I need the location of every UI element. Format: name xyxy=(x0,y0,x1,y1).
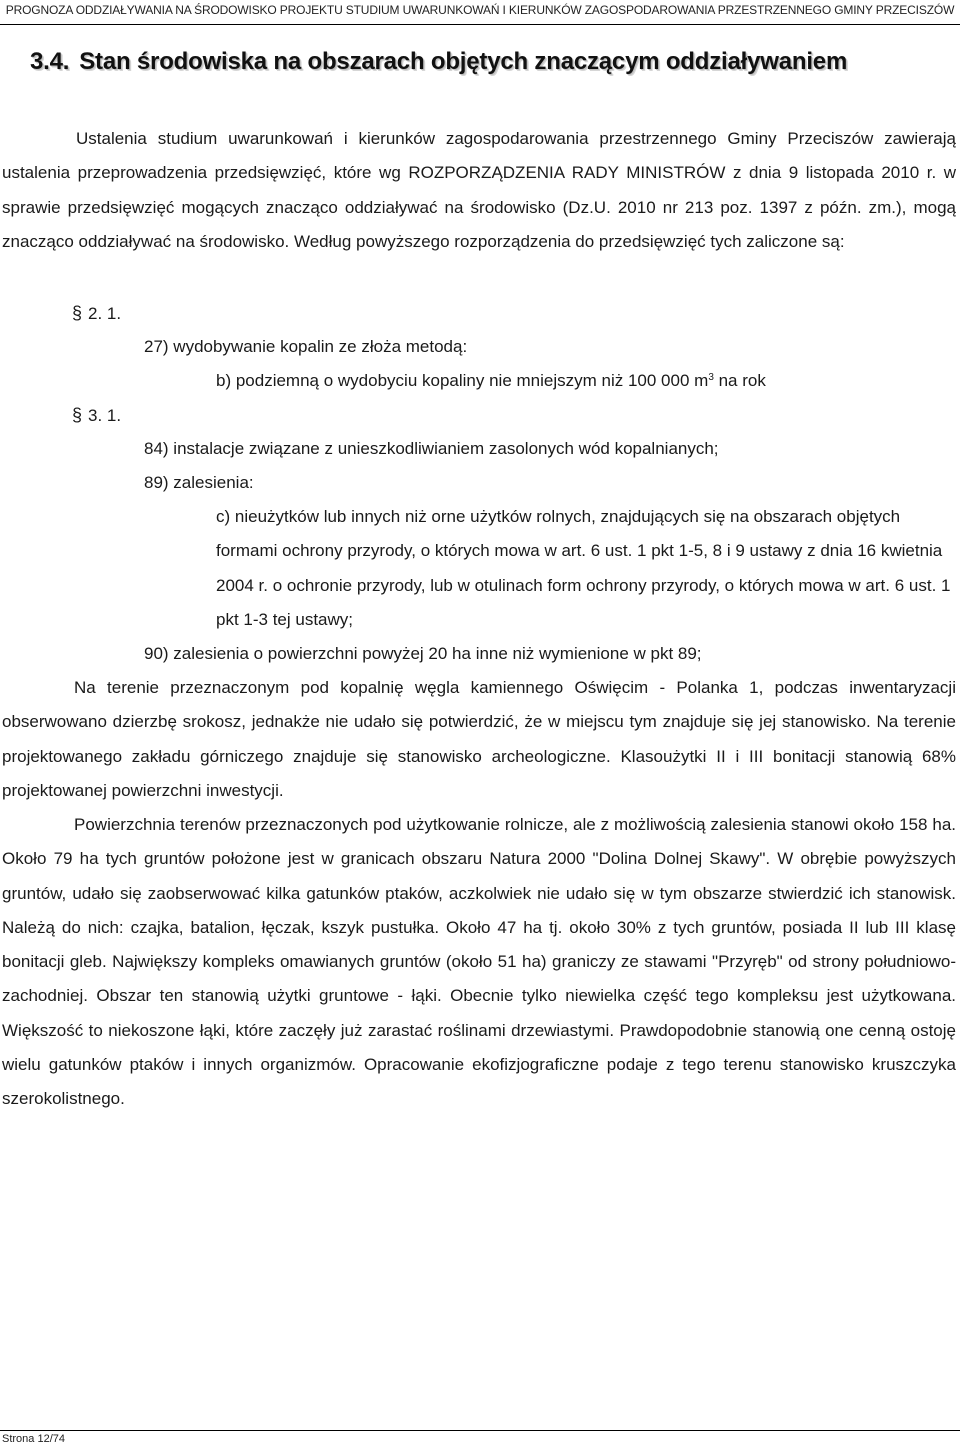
list-item-89c: c) nieużytków lub innych niż orne użytków rolnych, znajdujących się na obszarach objętych formami ochrony przyrody, o których mowa w art. 6 ust. 1 pkt 1-5, 8 i 9 ustawy z dnia 16 kwietnia 2004 r. o ochronie przyrody, lub w otulinach form ochrony przyrody, o których mowa w art. 6 ust. 1 pkt 1-3 tej ustawy; xyxy=(216,507,951,629)
list-item-27b-superscript: 3 xyxy=(708,372,714,383)
list-item-2-1-label: 2. 1. xyxy=(88,304,122,323)
list-item-27b xyxy=(216,364,766,398)
section-number: 3.4. xyxy=(30,48,70,75)
paragraph-afforestation-area: Powierzchnia terenów przeznaczonych pod użytkowanie rolnicze, ale z możliwością zalesienia stanowi około 158 ha. Około 79 ha tych gruntów położone jest w granicach obszaru Natura 2000 "Dolina Dolnej Skawy". W obrębie powyższych gruntów, udało się zaobserwować kilka gatunków ptaków, aczkolwiek nie udało się w tym obszarze stwierdzić ich stanowisk. Należą do nich: czajka, batalion, łęczak, kszyk pustułka. Około 47 ha tj. około 30% z tych gruntów, posiada II lub III klasę bonitacji gleb. Największy kompleks omawianych gruntów (około 51 ha) graniczy ze stawami "Przyręb" od strony południowo-zachodniej. Obszar ten stanowią użytki gruntowe - łąki. Obecnie tylko niewielka część tego kompleksu jest użytkowana. Większość to niekoszone łąki, które zaczęły już zarastać roślinami drzewiastymi. Prawdopodobnie stanowią one cenną ostoję wielu gatunków ptaków i innych organizmów. Opracowanie ekofizjograficzne podaje z tego terenu stanowisko kruszczyka szerokolistnego. xyxy=(2,815,956,1109)
list-item-2-1 xyxy=(72,296,121,331)
section-sign-icon: § xyxy=(72,303,83,323)
page-number: Strona 12/74 xyxy=(2,1433,65,1445)
paragraph-mine-area: Na terenie przeznaczonym pod kopalnię węgla kamiennego Oświęcim - Polanka 1, podczas inwentaryzacji obserwowano dzierzbę srokosz, jednakże nie udało się potwierdzić, że w miejscu tym znajduje się jej stanowisko. Na terenie projektowanego zakładu górniczego znajduje się stanowisko archeologiczne. Klasoużytki II i III bonitacji stanowią 68% projektowanej powierzchni inwestycji. xyxy=(2,678,956,800)
running-header-title: PROGNOZA ODDZIAŁYWANIA NA ŚRODOWISKO PROJEKTU STUDIUM UWARUNKOWAŃ I KIERUNKÓW ZAGOSPODAROWANIA PRZESTRZENNEGO GMINY PRZECISZÓW xyxy=(5,3,955,17)
section-sign-icon: § xyxy=(72,405,83,425)
list-item-3-1 xyxy=(72,398,121,433)
section-title: Stan środowiska na obszarach objętych znaczącym oddziaływaniem xyxy=(79,48,848,75)
list-item-89: 89) zalesienia: xyxy=(144,473,254,492)
page-footer xyxy=(0,1430,960,1449)
list-item-27b-text: b) podziemną o wydobyciu kopaliny nie mniejszym niż 100 000 m xyxy=(216,371,709,390)
list-item-27: 27) wydobywanie kopalin ze złoża metodą: xyxy=(144,337,468,356)
list-item-3-1-label: 3. 1. xyxy=(88,406,122,425)
section-heading xyxy=(30,44,930,80)
intro-paragraph: Ustalenia studium uwarunkowań i kierunków zagospodarowania przestrzennego Gminy Przeciszów zawierają ustalenia przeprowadzenia przedsięwzięć, które wg ROZPORZĄDZENIA RADY MINISTRÓW z dnia 9 listopada 2010 r. w sprawie przedsięwzięć mogących znacząco oddziaływać na środowisko (Dz.U. 2010 nr 213 poz. 1397 z późn. zm.), mogą znacząco oddziaływać na środowisko. Według powyższego rozporządzenia do przedsięwzięć tych zaliczone są: xyxy=(2,129,956,251)
running-header xyxy=(0,0,960,25)
list-item-27b-tail: na rok xyxy=(713,371,766,390)
list-item-90: 90) zalesienia o powierzchni powyżej 20 ha inne niż wymienione w pkt 89; xyxy=(144,644,702,663)
list-item-84: 84) instalacje związane z unieszkodliwianiem zasolonych wód kopalnianych; xyxy=(144,439,719,458)
